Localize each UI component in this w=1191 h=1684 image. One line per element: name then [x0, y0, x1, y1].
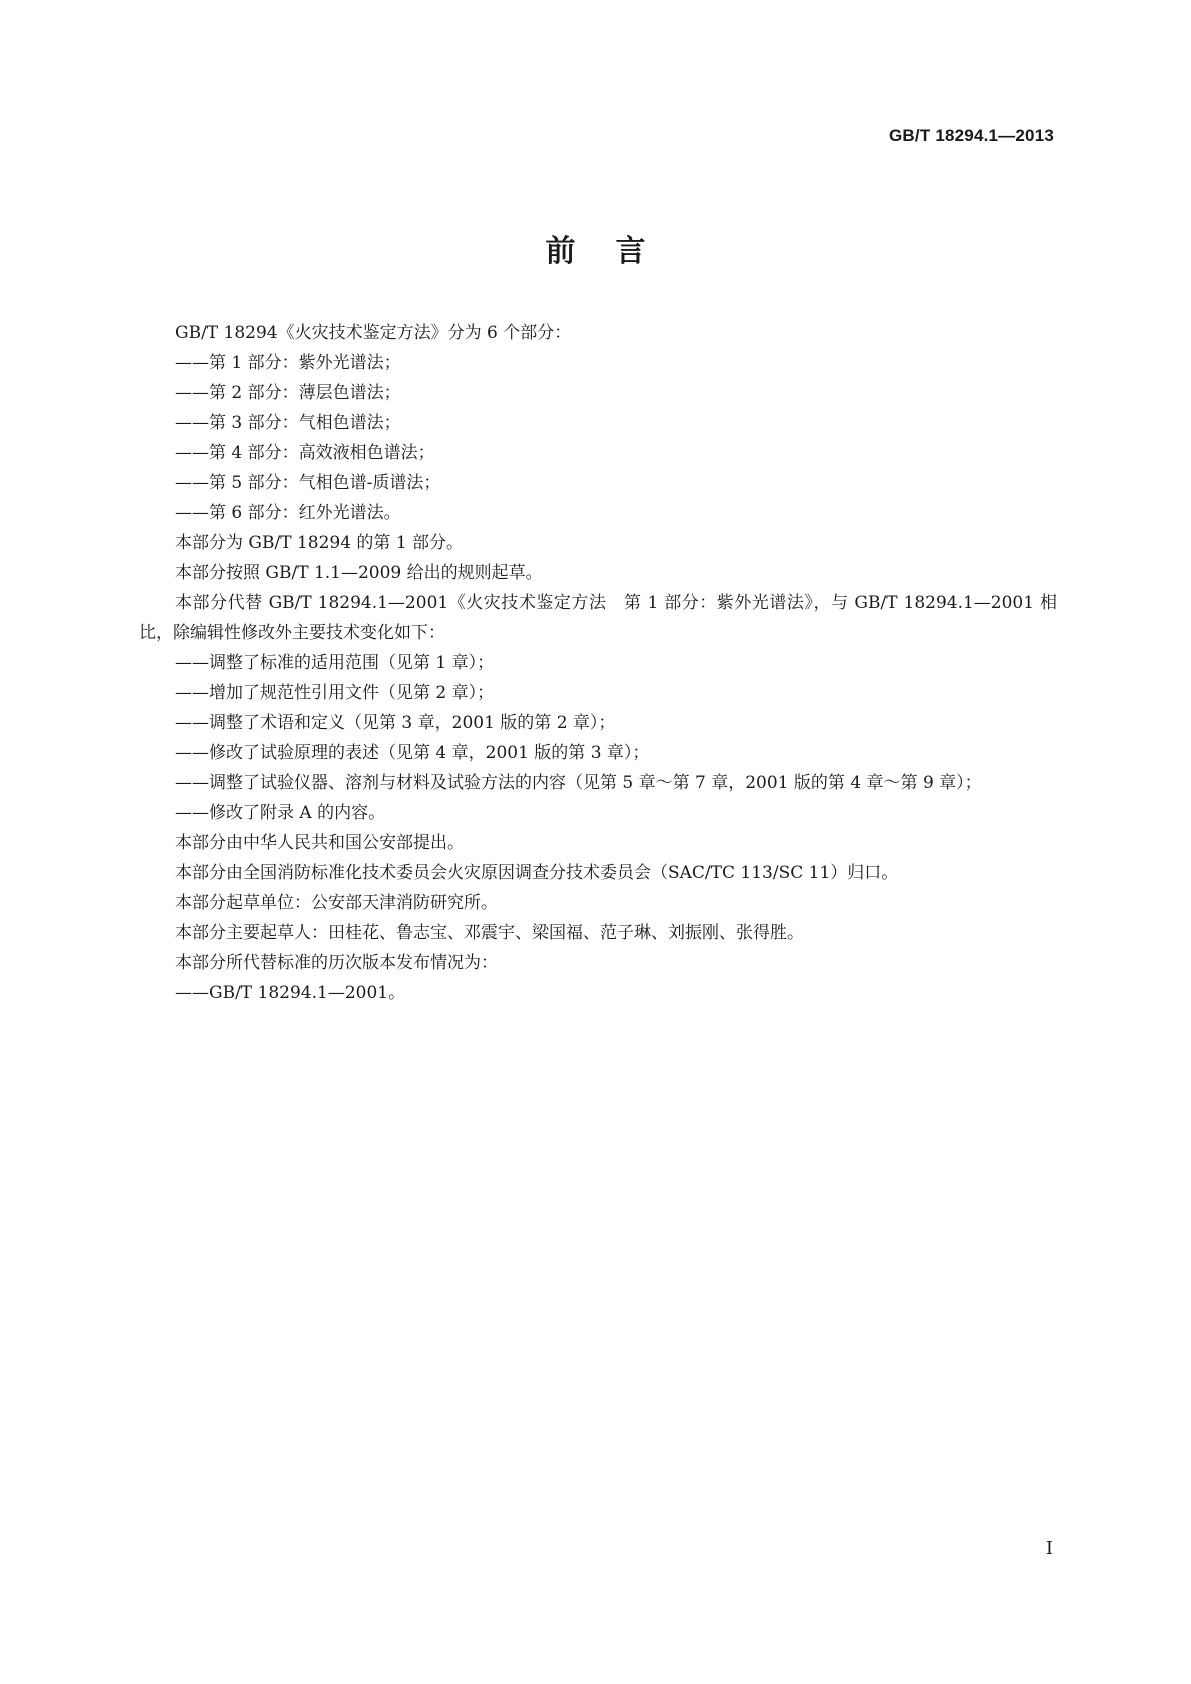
- drafting-rules-statement: 本部分按照 GB/T 1.1—2009 给出的规则起草。: [175, 563, 543, 583]
- part-list-item: ——第 4 部分：高效液相色谱法；: [175, 443, 435, 463]
- change-list-item: ——修改了附录 A 的内容。: [175, 803, 386, 823]
- page-number: I: [1045, 1538, 1053, 1559]
- page-title: 前言: [545, 234, 686, 269]
- part-list-item: ——第 1 部分：紫外光谱法；: [175, 353, 401, 373]
- part-list-item: ——第 2 部分：薄层色谱法；: [175, 383, 401, 403]
- change-list-item: ——调整了术语和定义（见第 3 章，2001 版的第 2 章）；: [175, 713, 616, 733]
- change-list-item: ——修改了试验原理的表述（见第 4 章，2001 版的第 3 章）；: [175, 743, 650, 763]
- part-statement: 本部分为 GB/T 18294 的第 1 部分。: [175, 533, 464, 553]
- history-list-item: ——GB/T 18294.1—2001。: [175, 983, 406, 1003]
- foreword-content: [139, 318, 1057, 1008]
- intro-paragraph: GB/T 18294《火灾技术鉴定方法》分为 6 个部分：: [175, 323, 572, 343]
- drafting-unit-statement: 本部分起草单位：公安部天津消防研究所。: [175, 893, 498, 913]
- part-list-item: ——第 6 部分：红外光谱法。: [175, 503, 401, 523]
- replacement-statement: 本部分代替 GB/T 18294.1—2001《火灾技术鉴定方法 第 1 部分：紫外光谱法》，与 GB/T 18294.1—2001 相比，除编辑性修改外主要技术变化如下：: [139, 593, 1057, 643]
- part-list-item: ——第 3 部分：气相色谱法；: [175, 413, 401, 433]
- change-list-item: ——调整了标准的适用范围（见第 1 章）；: [175, 653, 495, 673]
- centralized-by-statement: 本部分由全国消防标准化技术委员会火灾原因调查分技术委员会（SAC/TC 113/SC 11）归口。: [175, 863, 899, 883]
- part-list-item: ——第 5 部分：气相色谱-质谱法；: [175, 473, 441, 493]
- drafters-statement: 本部分主要起草人：田桂花、鲁志宝、邓震宇、梁国福、范子琳、刘振刚、张得胜。: [175, 923, 804, 943]
- change-list-item: ——增加了规范性引用文件（见第 2 章）；: [175, 683, 495, 703]
- standard-number: GB/T 18294.1—2013: [889, 126, 1054, 145]
- change-list-item: ——调整了试验仪器、溶剂与材料及试验方法的内容（见第 5 章～第 7 章，2001 版的第 4 章～第 9 章）；: [175, 773, 982, 793]
- history-statement: 本部分所代替标准的历次版本发布情况为：: [175, 953, 498, 973]
- proposed-by-statement: 本部分由中华人民共和国公安部提出。: [175, 833, 464, 853]
